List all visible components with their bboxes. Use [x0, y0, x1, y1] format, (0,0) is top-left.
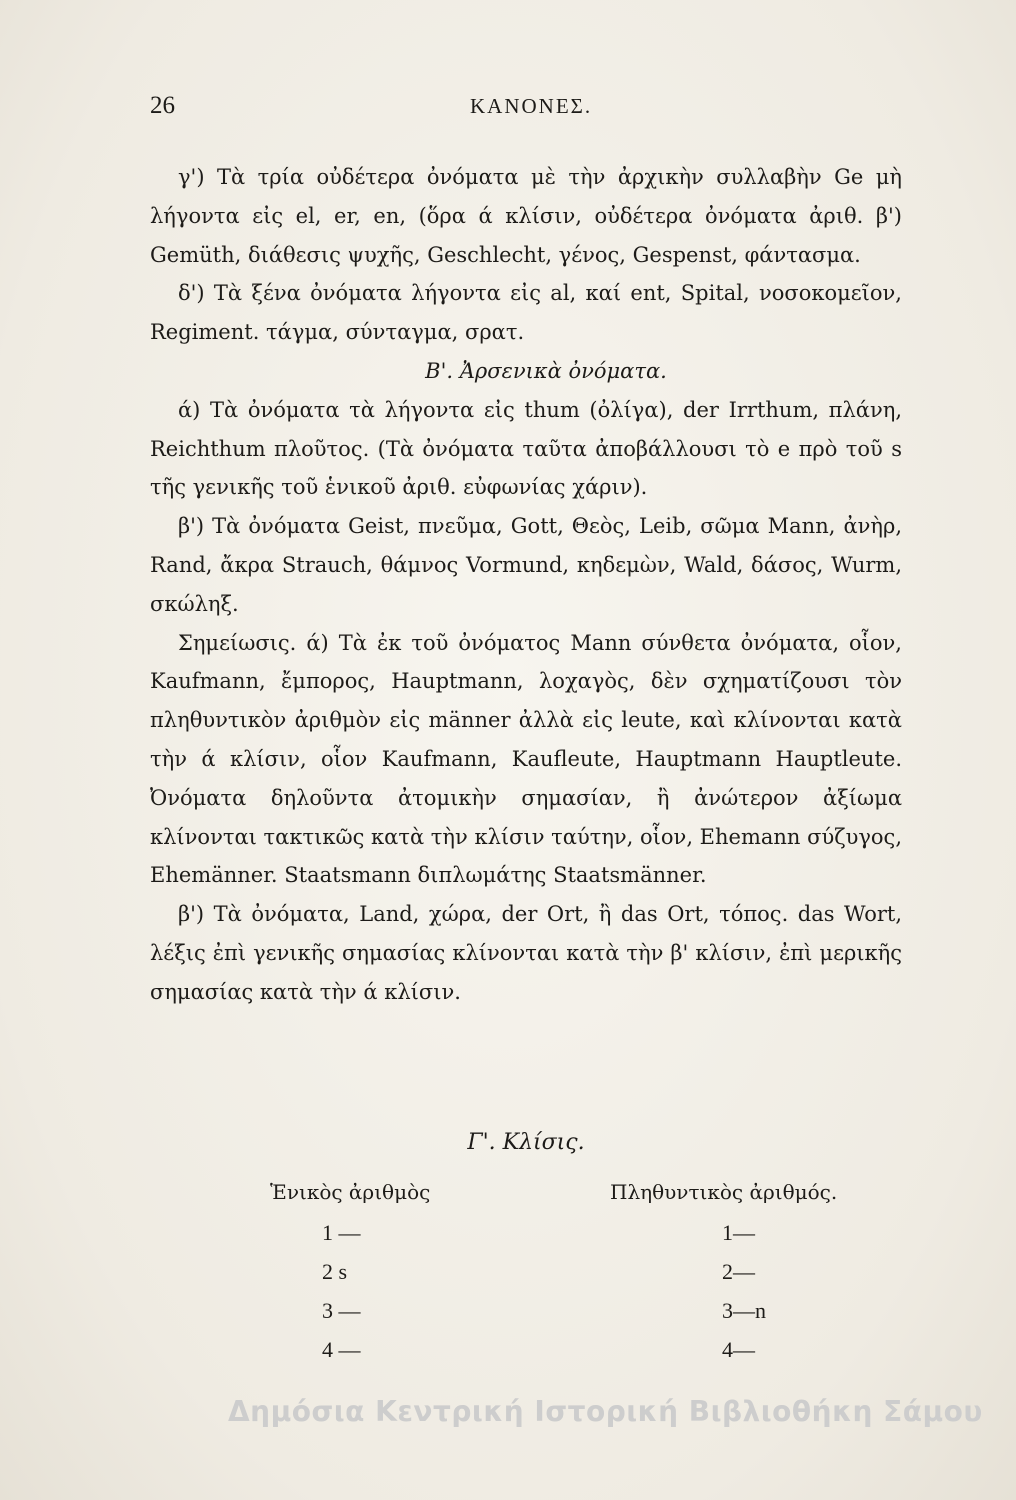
plural-header: Πληθυντικὸς ἀριθμός.	[610, 1180, 838, 1204]
plural-row: 4—	[722, 1337, 755, 1362]
body-text	[150, 158, 902, 1012]
running-head: ΚΑΝΟΝΕΣ.	[470, 94, 593, 118]
singular-header: Ἑνικὸς ἀριθμὸς	[270, 1180, 431, 1204]
singular-row: 4 —	[322, 1337, 361, 1362]
library-watermark: Δημόσια Κεντρική Ιστορική Βιβλιοθήκη Σάμου	[228, 1395, 983, 1428]
paragraph-note: Σημείωσις. ά) Τὰ ἐκ τοῦ ὀνόματος Mann σύνθετα ὀνόματα, οἷον, Kaufmann, ἔμπορος, Hauptmann, λοχαγὸς, δὲν σχηματίζουσι τὸν πληθυντικὸν ἀριθμὸν εἰς männer ἀλλὰ εἰς leute, καὶ κλίνονται κατὰ τὴν ά κλίσιν, οἷον Kaufmann, Kaufleute, Hauptmann Hauptleute. Ὀνόματα δηλοῦντα ἀτομικὴν σημασίαν, ἢ ἀνώτερον ἀξίωμα κλίνονται τακτικῶς κατὰ τὴν κλίσιν ταύτην, οἷον, Ehemann σύζυγος, Ehemänner. Staatsmann διπλωμάτης Staatsmänner.	[150, 630, 902, 888]
singular-row: 1 —	[322, 1220, 361, 1245]
inflection-heading: Γ'. Κλίσις.	[467, 1130, 585, 1155]
plural-row: 2—	[722, 1259, 755, 1284]
section-heading-masculine: Β'. Ἀρσενικὰ ὀνόματα.	[425, 358, 667, 383]
plural-column	[610, 1180, 890, 1376]
paragraph-note-beta: β') Τὰ ὀνόματα, Land, χώρα, der Ort, ἢ das Ort, τόπος. das Wort, λέξις ἐπὶ γενικῆς σημασίας κλίνονται κατὰ τὴν β' κλίσιν, ἐπὶ μερικῆς σημασίας κατὰ τὴν ά κλίσιν.	[150, 902, 902, 1004]
plural-row: 1—	[722, 1220, 755, 1245]
singular-column	[270, 1180, 470, 1376]
paragraph-beta: β') Τὰ ὀνόματα Geist, πνεῦμα, Gott, Θεὸς, Leib, σῶμα Mann, ἀνὴρ, Rand, ἄκρα Strauch, θάμνος Vormund, κηδεμὼν, Wald, δάσος, Wurm, σκώληξ.	[150, 514, 902, 616]
singular-row: 3 —	[322, 1298, 361, 1323]
paragraph-delta: δ') Τὰ ξένα ὀνόματα λήγοντα εἰς al, καί ent, Spital, νοσοκομεῖον, Regiment. τάγμα, σύνταγμα, σρατ.	[150, 281, 902, 345]
paragraph-gamma: γ') Τὰ τρία οὐδέτερα ὀνόματα μὲ τὴν ἀρχικὴν συλλαβὴν Ge μὴ λήγοντα εἰς el, er, en, (ὅρα ά κλίσιν, οὐδέτερα ὀνόματα ἀριθ. β') Gemüth, διάθεσις ψυχῆς, Geschlecht, γένος, Gespenst, φάντασμα.	[150, 165, 902, 267]
page-header	[150, 92, 890, 126]
singular-row: 2 s	[322, 1259, 348, 1284]
plural-row: 3—n	[722, 1298, 766, 1323]
paragraph-alpha: ά) Τὰ ὀνόματα τὰ λήγοντα εἰς thum (ὀλίγα), der Irrthum, πλάνη, Reichthum πλοῦτος. (Τὰ ὀνόματα ταῦτα ἀποβάλλουσι τὸ e πρὸ τοῦ s τῆς γενικῆς τοῦ ἑνικοῦ ἀριθ. εὐφωνίας χάριν).	[150, 397, 902, 500]
page-number: 26	[150, 92, 175, 119]
